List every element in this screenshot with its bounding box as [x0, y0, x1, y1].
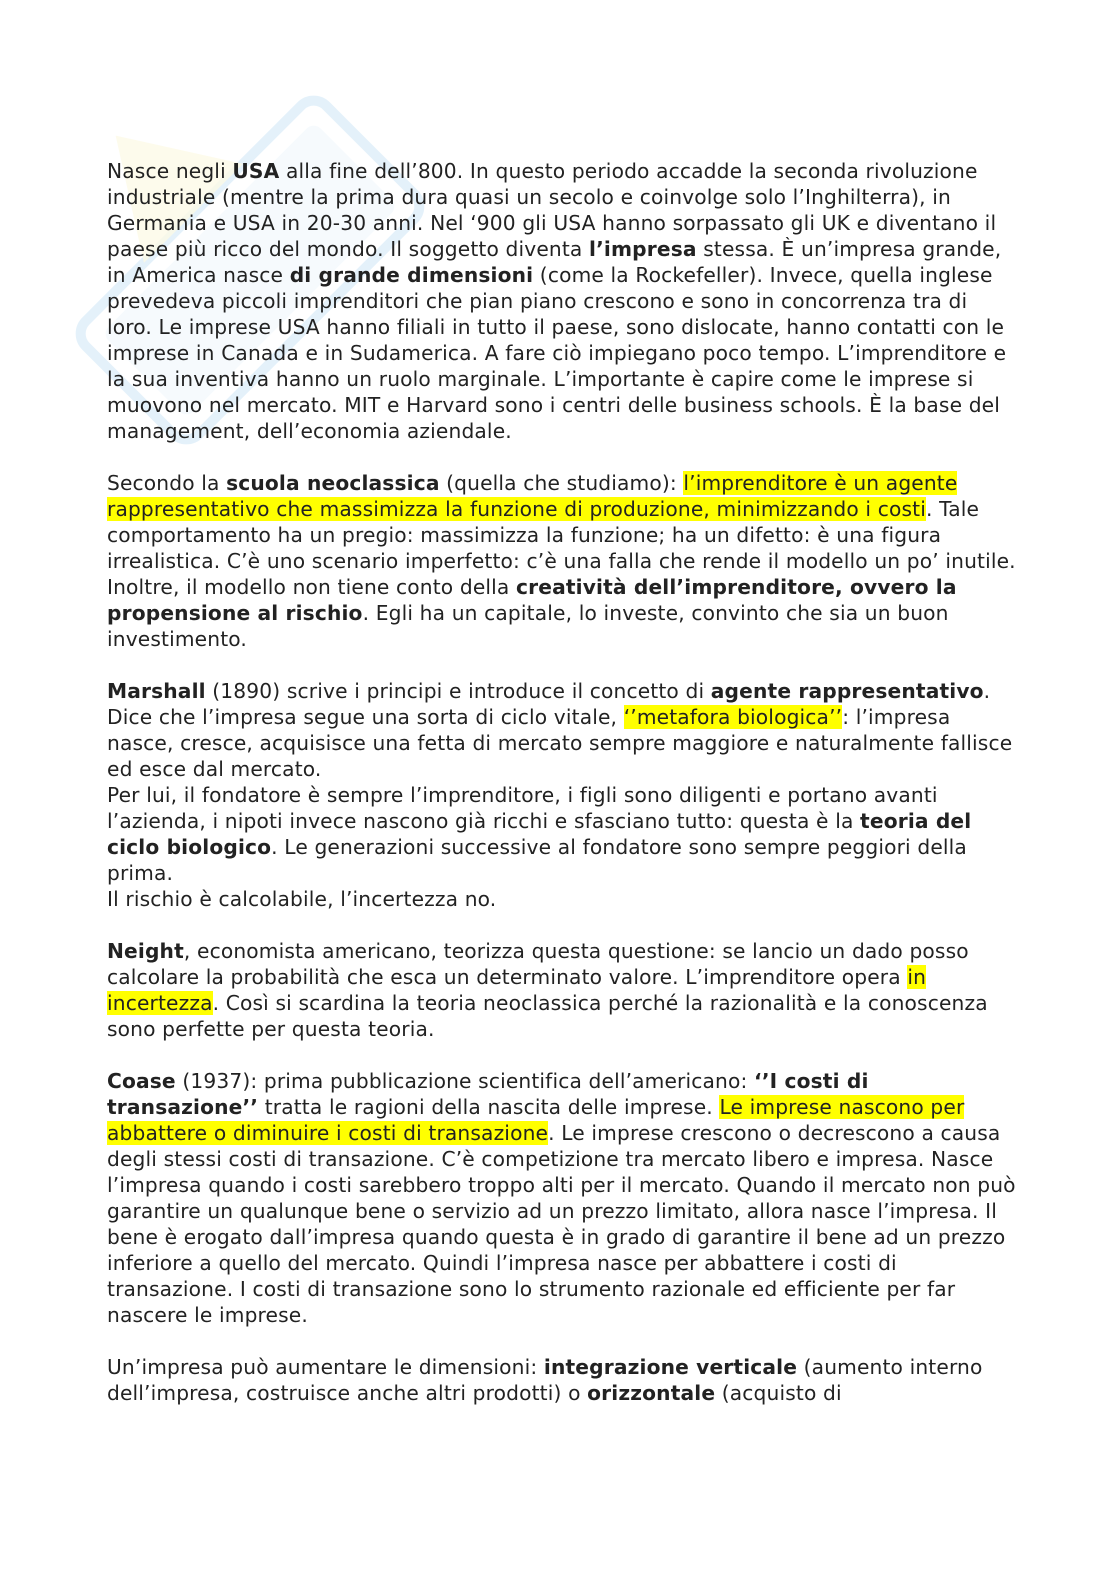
text-run: alla fine dell’800. In questo periodo accadde la seconda rivoluzione industriale (mentre la prima dura quasi un secolo e coinvolge solo l’Inghilterra), in Germania e USA in 20-30 anni. Nel ‘900 gli USA hanno sorpassato gli UK e diventano il paese più ricco del mondo. Il soggetto diventa: [107, 159, 997, 261]
text-run: stessa. È un’impresa grande, in America nasce: [107, 237, 1002, 287]
bold-term: teoria del ciclo biologico: [107, 809, 972, 859]
text-run: Un’impresa può aumentare le dimensioni:: [107, 1355, 544, 1379]
paragraph-p1: [107, 158, 1017, 444]
paragraph-p5: [107, 886, 1017, 912]
bold-term: integrazione verticale: [543, 1355, 798, 1379]
paragraph-p2: [107, 470, 1017, 652]
paragraph-p8: [107, 1354, 1017, 1406]
text-run: (quella che studiamo):: [439, 471, 684, 495]
bold-term: Neight: [107, 939, 184, 963]
text-run: , economista americano, teorizza questa questione: se lancio un dado posso calcolare la probabilità che esca un determinato valore. L’imprenditore opera: [107, 939, 969, 989]
bold-term: scuola neoclassica: [226, 471, 440, 495]
text-run: Il rischio è calcolabile, l’incertezza no.: [107, 887, 497, 911]
paragraph-p4: [107, 782, 1017, 886]
text-run: . Tale comportamento ha un pregio: massimizza la funzione; ha un difetto: è una figura irrealistica. C’è uno scenario imperfetto: c’è una falla che rende il modello un po’ inutile. Inoltre, il modello non tiene conto della: [107, 497, 1016, 599]
highlighted-text: ‘’metafora biologica’’: [623, 705, 843, 729]
bold-term: Marshall: [107, 679, 206, 703]
highlighted-text: Le imprese nascono per abbattere o diminuire i costi di transazione: [107, 1095, 965, 1145]
text-run: . Così si scardina la teoria neoclassica perché la razionalità e la conoscenza sono perfette per questa teoria.: [107, 991, 988, 1041]
text-run: : l’impresa nasce, cresce, acquisisce una fetta di mercato sempre maggiore e naturalmente fallisce ed esce dal mercato.: [107, 705, 1013, 781]
bold-term: agente rappresentativo: [710, 679, 984, 703]
bold-term: USA: [232, 159, 280, 183]
text-run: . Egli ha un capitale, lo investe, convinto che sia un buon investimento.: [107, 601, 949, 651]
bold-term: creatività dell’imprenditore, ovvero la propensione al rischio: [107, 575, 957, 625]
text-run: (aumento interno dell’impresa, costruisce anche altri prodotti) o: [107, 1355, 983, 1405]
text-run: (acquisto di: [715, 1381, 842, 1405]
text-run: (1890) scrive i principi e introduce il concetto di: [205, 679, 711, 703]
text-run: tratta le ragioni della nascita delle imprese.: [258, 1095, 720, 1119]
bold-term: orizzontale: [587, 1381, 716, 1405]
text-run: Secondo la: [107, 471, 227, 495]
bold-term: l’impresa: [589, 237, 697, 261]
document-body: [107, 158, 1017, 1432]
paragraph-p3: [107, 678, 1017, 782]
text-run: . Le imprese crescono o decrescono a causa degli stessi costi di transazione. C’è competizione tra mercato libero e impresa. Nasce l’impresa quando i costi sarebbero troppo alti per il mercato. Quando il mercato non può garantire un qualunque bene o servizio ad un prezzo limitato, allora nasce l’impresa. Il bene è erogato dall’impresa quando questa è in grado di garantire il bene ad un prezzo inferiore a quello del mercato. Quindi l’impresa nasce per abbattere i costi di transazione. I costi di transazione sono lo strumento razionale ed efficiente per far nascere le imprese.: [107, 1121, 1016, 1327]
text-run: . Le generazioni successive al fondatore sono sempre peggiori della prima.: [107, 835, 967, 885]
paragraph-p6: [107, 938, 1017, 1042]
text-run: Per lui, il fondatore è sempre l’imprenditore, i figli sono diligenti e portano avanti l’azienda, i nipoti invece nascono già ricchi e sfasciano tutto: questa è la: [107, 783, 938, 833]
bold-term: ‘’I costi di transazione’’: [107, 1069, 869, 1119]
text-run: . Dice che l’impresa segue una sorta di ciclo vitale,: [107, 679, 991, 729]
paragraph-p7: [107, 1068, 1017, 1328]
bold-term: Coase: [107, 1069, 176, 1093]
bold-term: di grande dimensioni: [289, 263, 534, 287]
highlighted-text: l’imprenditore è un agente rappresentativo che massimizza la funzione di produzione, minimizzando i costi: [107, 471, 958, 521]
text-run: Nasce negli: [107, 159, 233, 183]
text-run: (1937): prima pubblicazione scientifica dell’americano:: [175, 1069, 755, 1093]
highlighted-text: in incertezza: [107, 965, 927, 1015]
text-run: (come la Rockefeller). Invece, quella inglese prevedeva piccoli imprenditori che pian piano crescono e sono in concorrenza tra di loro. Le imprese USA hanno filiali in tutto il paese, sono dislocate, hanno contatti con le imprese in Canada e in Sudamerica. A fare ciò impiegano poco tempo. L’imprenditore e la sua inventiva hanno un ruolo marginale. L’importante è capire come le imprese si muovono nel mercato. MIT e Harvard sono i centri delle business schools. È la base del management, dell’economia aziendale.: [107, 263, 1007, 443]
